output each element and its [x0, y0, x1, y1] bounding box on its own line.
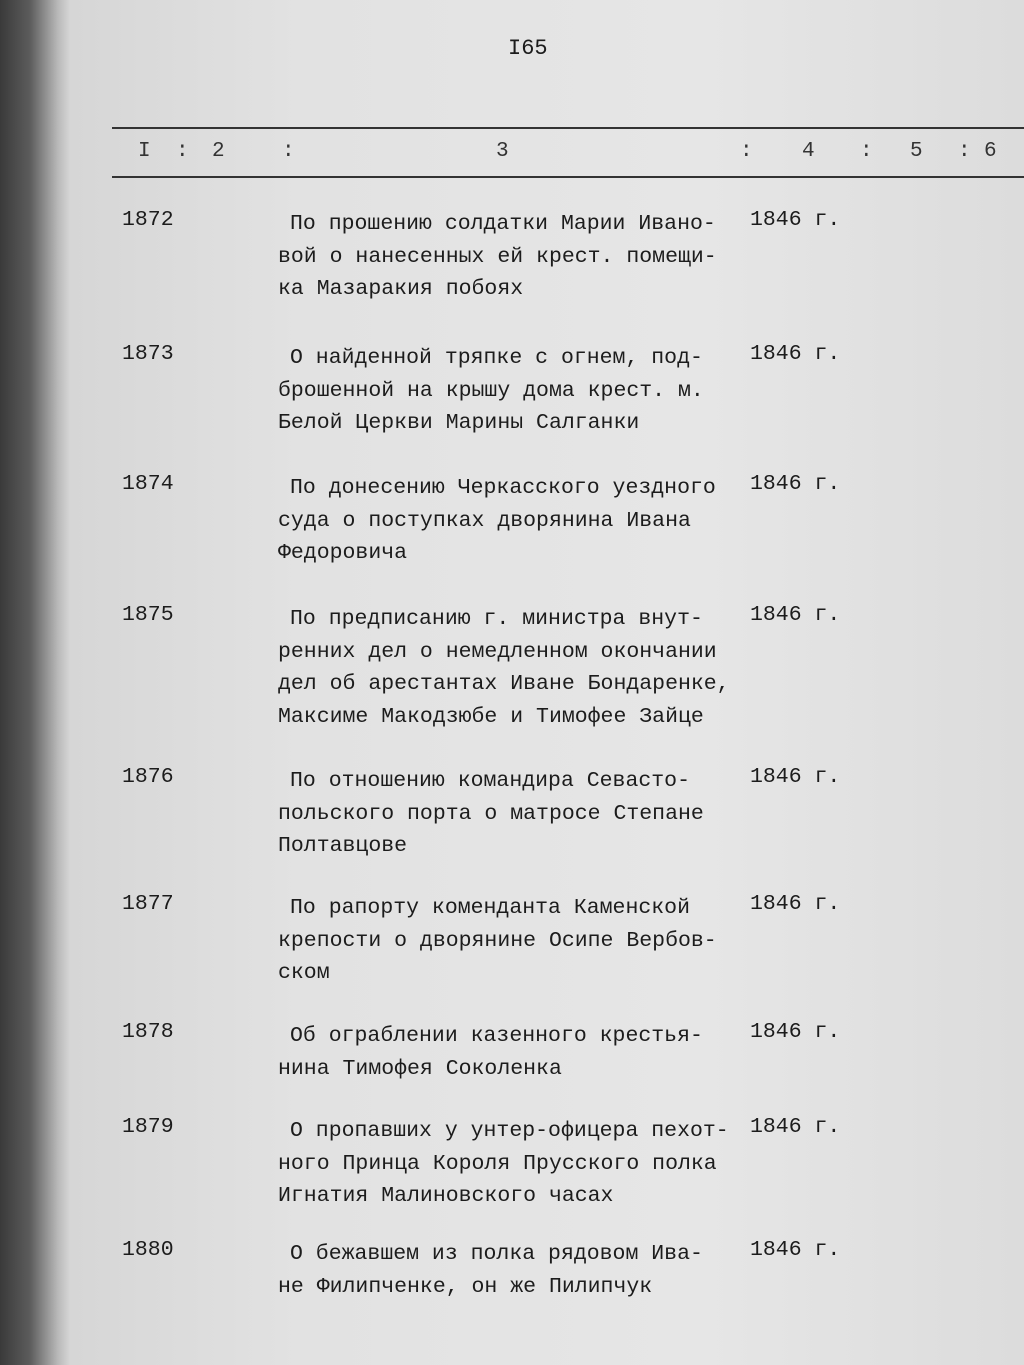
column-header: I — [138, 140, 151, 163]
page-number: I65 — [508, 36, 548, 61]
description-line: дел об арестантах Иване Бондаренке, — [278, 672, 730, 696]
column-separator: : — [740, 140, 753, 163]
description-line: Белой Церкви Марины Салганки — [278, 411, 640, 435]
case-description — [278, 1115, 748, 1213]
description-line: не Филипченке, он же Пилипчук — [278, 1274, 653, 1299]
description-line: крепости о дворянине Осипе Вербов- — [278, 928, 717, 953]
case-date: 1846 г. — [750, 603, 841, 627]
description-line: вой о нанесенных ей крест. помещи- — [278, 244, 717, 269]
case-date: 1846 г. — [750, 208, 841, 232]
description-line: О пропавших у унтер-офицера пехот- — [290, 1119, 729, 1143]
table-top-rule — [112, 127, 1024, 129]
column-header: 3 — [496, 140, 509, 163]
case-description — [278, 342, 748, 440]
description-line: По рапорту коменданта Каменской — [290, 896, 690, 920]
description-line: Полтавцове — [278, 834, 408, 858]
column-header: 5 — [910, 140, 923, 163]
case-date: 1846 г. — [750, 892, 841, 916]
case-description — [278, 765, 748, 863]
description-line: По отношению командира Севасто- — [290, 769, 690, 793]
description-line: Максиме Макодзюбе и Тимофее Зайце — [278, 704, 704, 729]
description-line: нина Тимофея Соколенка — [278, 1056, 562, 1081]
column-separator: : — [282, 140, 295, 163]
case-description — [278, 892, 748, 990]
case-number: 1874 — [122, 472, 174, 496]
column-separator: : — [176, 140, 189, 163]
case-number: 1873 — [122, 342, 174, 366]
description-line: Игнатия Малиновского часах — [278, 1184, 614, 1208]
case-description — [278, 1020, 748, 1085]
case-number: 1876 — [122, 765, 174, 789]
description-line: О найденной тряпке с огнем, под- — [290, 346, 703, 370]
case-description — [278, 208, 748, 306]
description-line: ка Мазаракия побоях — [278, 277, 524, 301]
case-date: 1846 г. — [750, 1115, 841, 1139]
case-description — [278, 1238, 748, 1303]
column-header: 4 — [802, 140, 815, 163]
case-date: 1846 г. — [750, 765, 841, 789]
description-line: По предписанию г. министра внут- — [290, 607, 703, 631]
description-line: По донесению Черкасского уездного — [290, 476, 716, 500]
case-date: 1846 г. — [750, 342, 841, 366]
case-number: 1877 — [122, 892, 174, 916]
case-number: 1880 — [122, 1238, 174, 1262]
description-line: ском — [278, 961, 330, 985]
case-date: 1846 г. — [750, 472, 841, 496]
case-date: 1846 г. — [750, 1020, 841, 1044]
column-header: 2 — [212, 140, 225, 163]
case-number: 1872 — [122, 208, 174, 232]
case-description — [278, 472, 748, 570]
column-header: 6 — [984, 140, 997, 163]
case-date: 1846 г. — [750, 1238, 841, 1262]
description-line: По прошению солдатки Марии Ивано- — [290, 212, 716, 236]
description-line: брошенной на крышу дома крест. м. — [278, 378, 704, 403]
case-number: 1879 — [122, 1115, 174, 1139]
description-line: ного Принца Короля Прусского полка — [278, 1151, 717, 1176]
table-bottom-rule — [112, 176, 1024, 178]
description-line: ренних дел о немедленном окончании — [278, 639, 717, 664]
description-line: Об ограблении казенного крестья- — [290, 1024, 703, 1048]
case-number: 1878 — [122, 1020, 174, 1044]
description-line: О бежавшем из полка рядовом Ива- — [290, 1242, 703, 1266]
column-separator: : — [860, 140, 873, 163]
description-line: Федоровича — [278, 541, 408, 565]
column-separator: : — [958, 140, 971, 163]
description-line: польского порта о матросе Степане — [278, 801, 704, 826]
case-description — [278, 603, 748, 733]
description-line: суда о поступках дворянина Ивана — [278, 508, 691, 533]
case-number: 1875 — [122, 603, 174, 627]
